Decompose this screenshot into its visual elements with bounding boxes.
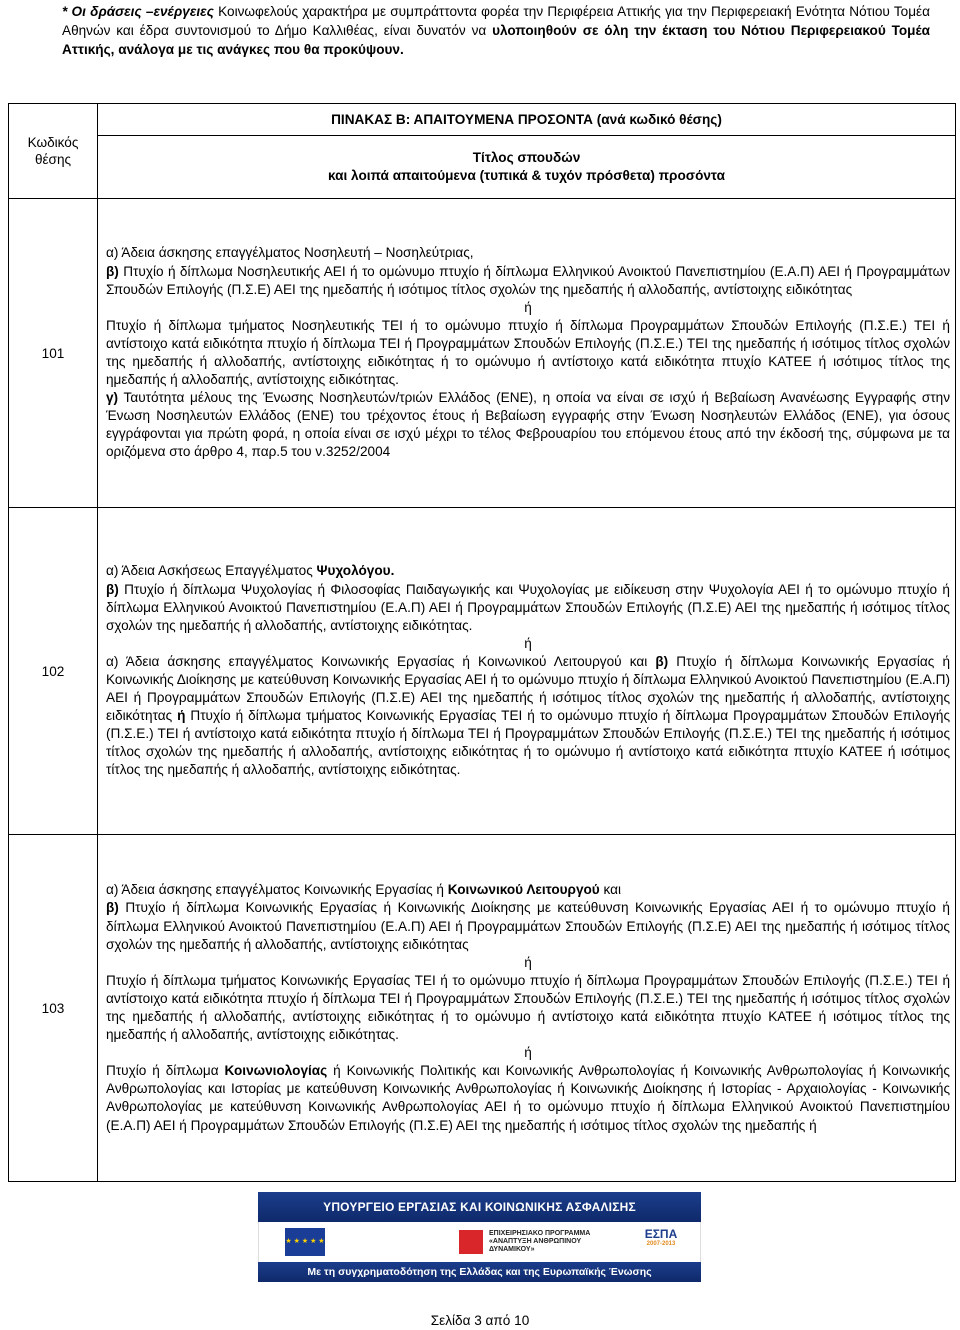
cofunding-tagline: Με τη συγχρηματοδότηση της Ελλάδας και της Ευρωπαϊκής Ένωσης [258, 1262, 701, 1282]
requirements-table [8, 103, 956, 1182]
epanad-logo-icon [459, 1230, 483, 1254]
or-separator: ή [524, 635, 532, 651]
table-row [9, 835, 956, 1182]
or-separator: ή [524, 299, 532, 315]
row-code: 103 [9, 835, 98, 1182]
eu-flag-icon: ★ ★ ★ ★ ★ [285, 1228, 325, 1256]
intro-text: Κοινωφελούς χαρακτήρα με συμπράττοντα φορέα την Περιφέρεια Αττικής για την Περιφερειακή Ενότητα Νότιου Τομέα Αθηνών και έδρα συντονισμού το Δήμο Καλλιθέας, είναι δυνατόν να [62, 4, 930, 38]
row-code: 102 [9, 508, 98, 835]
logos-strip [258, 1222, 701, 1262]
req-b: β) Πτυχίο ή δίπλωμα Νοσηλευτικής ΑΕΙ ή το ομώνυμο πτυχίο ή δίπλωμα Ελληνικού Ανοικτού Πανεπιστημίου (Ε.Α.Π) ΑΕΙ ή Προγραμμάτων Σπουδών Επιλογής (Π.Σ.Ε) ΑΕΙ της ημεδαπής ή ισότιμος τίτλος σχολών της ημεδαπής ή αλλοδαπής, αντίστοιχης ειδικότητας [106, 263, 950, 297]
req-a: α) Άδεια Ασκήσεως Επαγγέλματος Ψυχολόγου. [106, 563, 395, 579]
program-name: ΕΠΙΧΕΙΡΗΣΙΑΚΟ ΠΡΟΓΡΑΜΜΑ «ΑΝΑΠΤΥΞΗ ΑΝΘΡΩΠΙΝΟΥ ΔΥΝΑΜΙΚΟΥ» [489, 1230, 591, 1253]
row-description [98, 508, 956, 835]
or-separator: ή [524, 954, 532, 970]
intro-lead: * Οι δράσεις –ενέργειες [62, 4, 214, 19]
espa-title: ΕΣΠΑ [644, 1227, 678, 1241]
header-desc-line1: Τίτλος σπουδών [472, 150, 581, 166]
espa-years: 2007-2013 [646, 1241, 676, 1247]
req-b-alt: Πτυχίο ή δίπλωμα τμήματος Κοινωνικής Εργασίας ΤΕΙ ή το ομώνυμο πτυχίο ή δίπλωμα Προγραμμάτων Σπουδών Επιλογής (Π.Σ.Ε.) ΤΕΙ ή αντίστοιχο κατά ειδικότητα πτυχίο ή δίπλωμα ΤΕΙ ή Προγραμμάτων Σπουδών Επιλογής (Π.Σ.Ε.) ΤΕΙ της ημεδαπής ή ισότιμος τίτλος σχολών της ημεδαπής ή αλλοδαπής, αντίστοιχης ειδικότητας ή το ομώνυμο ή αντίστοιχο κατά ειδικότητα πτυχίο ΚΑΤΕΕ ή ισότιμος τίτλος της ημεδαπής ή αλλοδαπής, αντίστοιχης ειδικότητας. [106, 972, 950, 1043]
page-number: Σελίδα 3 από 10 [430, 1313, 530, 1328]
funding-banner [258, 1192, 701, 1288]
intro-paragraph [62, 2, 930, 59]
row-description [98, 835, 956, 1182]
req-a: α) Άδεια άσκησης επαγγέλματος Κοινωνικής Εργασίας ή Κοινωνικού Λειτουργού και [106, 882, 622, 898]
req-c: γ) Ταυτότητα μέλους της Ένωσης Νοσηλευτών/τριών Ελλάδος (ΕΝΕ), η οποία να είναι σε ισχύ ή Βεβαίωση Ανανέωσης Εγγραφής στην Ένωση Νοσηλευτών Ελλάδος (ΕΝΕ) του τρέχοντος έτους ή Βεβαίωση εγγραφής στην Ένωση Νοσηλευτών Ελλάδος (ΕΝΕ), για όσους εγγράφονται για πρώτη φορά, η οποία είναι σε ισχύ μέχρι το τέλος Φεβρουαρίου του επόμενου έτους από την έκδοσή της, σύμφωνα με τα οριζόμενα στο άρθρο 4, παρ.5 του ν.3252/2004 [106, 390, 950, 460]
req-a: α) Άδεια άσκησης επαγγέλματος Νοσηλευτή – Νοσηλεύτριας, [106, 245, 474, 261]
table-title: ΠΙΝΑΚΑΣ Β: ΑΠΑΙΤΟΥΜΕΝΑ ΠΡΟΣΟΝΤΑ (ανά κωδικό θέσης) [98, 104, 956, 136]
row-description [98, 199, 956, 508]
req-b-alt: Πτυχίο ή δίπλωμα τμήματος Νοσηλευτικής ΤΕΙ ή το ομώνυμο πτυχίο ή δίπλωμα Προγραμμάτων Σπουδών Επιλογής (Π.Σ.Ε.) ΤΕΙ ή αντίστοιχο κατά ειδικότητα πτυχίο ή δίπλωμα ΤΕΙ ή Προγραμμάτων Σπουδών Επιλογής (Π.Σ.Ε.) ΤΕΙ της ημεδαπής ή ισότιμος τίτλος σχολών της ημεδαπής ή αλλοδαπής, αντίστοιχης ειδικότητας ή το ομώνυμο ή αντίστοιχο κατά ειδικότητα πτυχίο ΚΑΤΕΕ ή ισότιμος τίτλος της ημεδαπής ή αλλοδαπής, αντίστοιχης ειδικότητας. [106, 317, 950, 388]
table-row [9, 508, 956, 835]
header-code-cell [9, 104, 98, 199]
req-b: β) Πτυχίο ή δίπλωμα Κοινωνικής Εργασίας ή Κοινωνικής Διοίκησης με κατεύθυνση Κοινωνικής Εργασίας ΑΕΙ ή το ομώνυμο πτυχίο ή δίπλωμα Ελληνικού Ανοικτού Πανεπιστημίου (Ε.Α.Π) ΑΕΙ ή Προγραμμάτων Σπουδών Επιλογής (Π.Σ.Ε) ΑΕΙ της ημεδαπής ή ισότιμος τίτλος σχολών της ημεδαπής ή αλλοδαπής, αντίστοιχης ειδικότητας [106, 900, 950, 952]
req-b-alt2: Πτυχίο ή δίπλωμα Κοινωνιολογίας ή Κοινωνικής Πολιτικής και Κοινωνικής Ανθρωπολογίας ή Κοινωνικής Ανθρωπολογίας ή Κοινωνικής Ανθρωπολογίας και Ιστορίας με κατεύθυνση Κοινωνικής Ανθρωπολογίας ή Κοινωνικής Διοίκησης ή Ιστορίας - Αρχαιολογίας - Κοινωνικής Ανθρωπολογίας με κατεύθυνση Κοινωνικής Ανθρωπολογίας ΑΕΙ ή το ομώνυμο πτυχίο ή δίπλωμα Ελληνικού Ανοικτού Πανεπιστημίου (Ε.Α.Π) ΑΕΙ ή Προγραμμάτων Σπουδών Επιλογής (Π.Σ.Ε) ΑΕΙ της ημεδαπής ή ισότιμος τίτλος σχολών της ημεδαπής ή [106, 1063, 950, 1133]
or-separator: ή [524, 1045, 532, 1061]
intro-bold-text: υλοποιηθούν σε όλη την έκταση του Νότιου Περιφερειακού Τομέα Αττικής, ανάλογα με τις ανάγκες που θα προκύψουν. [62, 23, 930, 57]
row-code: 101 [9, 199, 98, 508]
req-alt: α) Άδεια άσκησης επαγγέλματος Κοινωνικής Εργασίας ή Κοινωνικού Λειτουργού και β) Πτυχίο ή δίπλωμα Κοινωνικής Εργασίας ή Κοινωνικής Διοίκησης με κατεύθυνση Κοινωνικής Εργασίας ΑΕΙ ή το ομώνυμο πτυχίο ή δίπλωμα Ελληνικού Ανοικτού Πανεπιστημίου (Ε.Α.Π) ΑΕΙ ή Προγραμμάτων Σπουδών Επιλογής (Π.Σ.Ε) ΑΕΙ της ημεδαπής ή ισότιμος τίτλος σχολών της ημεδαπής ή αλλοδαπής, αντίστοιχης ειδικότητας ή Πτυχίο ή δίπλωμα τμήματος Κοινωνικής Εργασίας ΤΕΙ ή το ομώνυμο πτυχίο ή δίπλωμα Προγραμμάτων Σπουδών Επιλογής (Π.Σ.Ε.) ΤΕΙ ή αντίστοιχο κατά ειδικότητα πτυχίο ή δίπλωμα ΤΕΙ ή Προγραμμάτων Σπουδών Επιλογής (Π.Σ.Ε.) ΤΕΙ της ημεδαπής ή ισότιμος τίτλος σχολών της ημεδαπής ή αλλοδαπής, αντίστοιχης ειδικότητας ή το ομώνυμο ή αντίστοιχο κατά ειδικότητα πτυχίο ΚΑΤΕΕ ή ισότιμος τίτλος της ημεδαπής ή αλλοδαπής, αντίστοιχης ειδικότητας. [106, 653, 951, 778]
espa-logo [631, 1227, 691, 1257]
table-row [9, 199, 956, 508]
req-b: β) Πτυχίο ή δίπλωμα Ψυχολογίας ή Φιλοσοφίας Παιδαγωγικής και Ψυχολογίας με ειδίκευση στην Ψυχολογία ΑΕΙ ή το ομώνυμο πτυχίο ή δίπλωμα Ελληνικού Ανοικτού Πανεπιστημίου (Ε.Α.Π) ΑΕΙ ή Προγραμμάτων Σπουδών Επιλογής (Π.Σ.Ε) ΑΕΙ της ημεδαπής ή ισότιμος τίτλος σχολών της ημεδαπής ή αλλοδαπής, αντίστοιχης ειδικότητας. [106, 581, 950, 633]
header-code: Κωδικός θέσης [27, 135, 79, 167]
header-desc-cell [98, 136, 956, 199]
header-desc-line2: και λοιπά απαιτούμενα (τυπικά & τυχόν πρόσθετα) προσόντα [328, 168, 725, 184]
ministry-banner: ΥΠΟΥΡΓΕΙΟ ΕΡΓΑΣΙΑΣ ΚΑΙ ΚΟΙΝΩΝΙΚΗΣ ΑΣΦΑΛΙΣΗΣ [258, 1192, 701, 1222]
